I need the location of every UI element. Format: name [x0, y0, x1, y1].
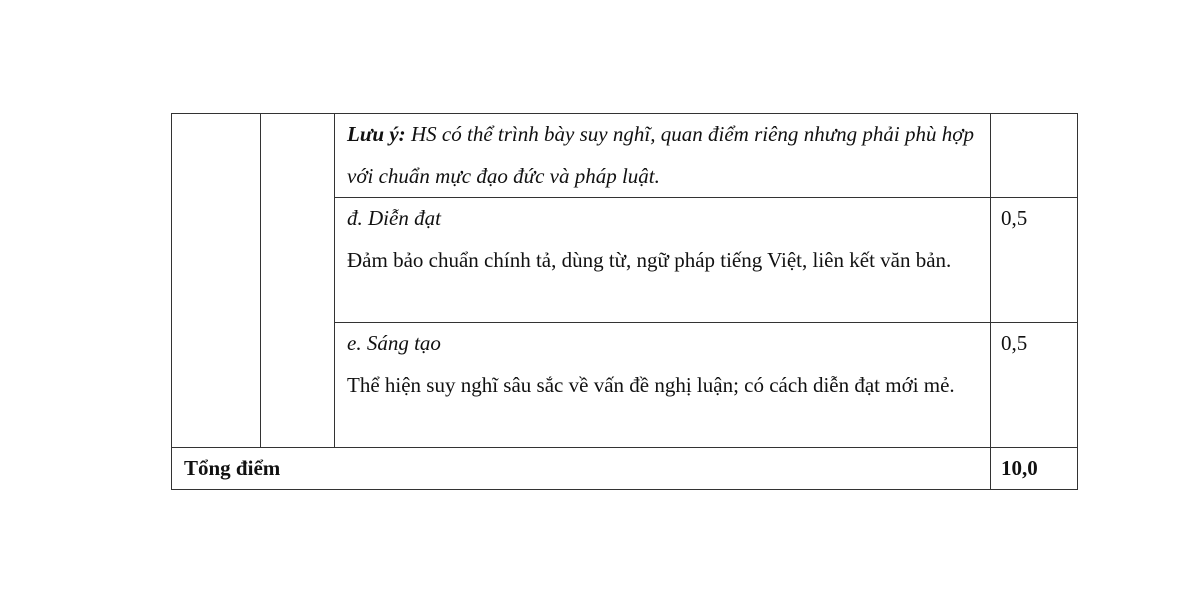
note-label: Lưu ý: [347, 122, 406, 146]
table-row [172, 448, 1078, 490]
expression-title: đ. Diễn đạt [347, 206, 441, 230]
total-score-cell [991, 448, 1078, 490]
total-score: 10,0 [1001, 456, 1038, 480]
table-row [172, 114, 1078, 198]
expression-cell [335, 198, 991, 323]
expression-score-cell [991, 198, 1078, 323]
note-cell [335, 114, 991, 198]
empty-cell-part [261, 114, 335, 448]
total-label: Tổng điểm [184, 456, 281, 480]
creativity-title: e. Sáng tạo [347, 331, 441, 355]
empty-score-cell [991, 114, 1078, 198]
expression-description: Đảm bảo chuẩn chính tả, dùng từ, ngữ pháp tiếng Việt, liên kết văn bản. [347, 247, 952, 272]
creativity-score-cell [991, 323, 1078, 448]
creativity-description: Thể hiện suy nghĩ sâu sắc về vấn đề nghị luận; có cách diễn đạt mới mẻ. [347, 372, 955, 397]
empty-cell-section [172, 114, 261, 448]
creativity-cell [335, 323, 991, 448]
grading-table [171, 113, 1078, 490]
expression-score: 0,5 [1001, 206, 1028, 230]
note-text: HS có thể trình bày suy nghĩ, quan điểm riêng nhưng phải phù hợp với chuẩn mực đạo đức và pháp luật. [347, 122, 975, 188]
total-label-cell [172, 448, 991, 490]
creativity-score: 0,5 [1001, 331, 1028, 355]
